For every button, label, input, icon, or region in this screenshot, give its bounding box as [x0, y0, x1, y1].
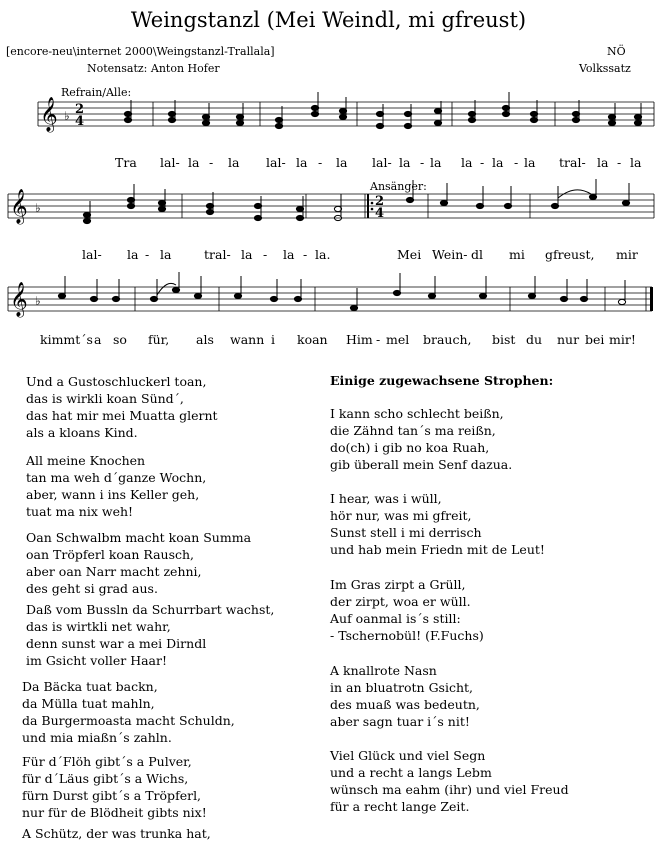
treble-clef-icon: 𝄞: [10, 189, 28, 224]
stanza-left-1: Und a Gustoschluckerl toan, das is wirkli koan Sünd´, das hat mir mei Muatta glernt als a kloans Kind.: [26, 374, 218, 440]
time-sig-bottom: 4: [75, 114, 85, 129]
stanza-right-3: Im Gras zirpt a Grüll, der zirpt, woa er wüll. Auf oanmal is´s still: - Tschernobül! (F.Fuchs): [330, 577, 484, 643]
repeat-dot-icon: [371, 208, 374, 211]
stanza-left-2: All meine Knochen tan ma weh d´ganze Wochn, aber, wann i ins Keller geh, tuat ma nix weh!: [26, 453, 207, 519]
file-path: [encore-neu\internet 2000\Weingstanzl-Trallala]: [6, 45, 275, 58]
refrain-label: Refrain/Alle:: [61, 86, 132, 99]
stanza-left-4: Daß vom Bussln da Schurrbart wachst, das is wirtkli net wahr, denn sunst war a mei Dirndl im Gsicht voller Haar!: [26, 602, 275, 668]
stanza-right-4: A knallrote Nasn in an bluatrotn Gsicht, des muaß was bedeutn, aber sagn tuar i´s nit!: [330, 663, 480, 729]
treble-clef-icon: 𝄞: [10, 282, 28, 317]
stanza-right-2: I hear, was i wüll, hör nur, was mi gfreit, Sunst stell i mi derrisch und hab mein Friedn mit de Leut!: [330, 491, 545, 557]
stanza-left-7: A Schütz, der was trunka hat,: [22, 826, 211, 841]
stanza-right-1: I kann scho schlecht beißn, die Zähnd tan´s ma reißn, do(ch) i gib no koa Ruah, gib überall mein Senf dazua.: [330, 406, 513, 472]
stanza-left-3: Oan Schwalbm macht koan Summa oan Tröpferl koan Rausch, aber oan Narr macht zehni, des geht si grad aus.: [26, 530, 252, 596]
song-title: Weingstanzl (Mei Weindl, mi gfreust): [130, 8, 527, 32]
time-sig-top: 2: [75, 102, 85, 117]
stanza-right-5: Viel Glück und viel Segn und a recht a langs Lebm wünsch ma eahm (ihr) und viel Freud für a recht lange Zeit.: [330, 748, 569, 814]
time-sig-top: 2: [375, 194, 385, 209]
treble-clef-icon: 𝄞: [40, 97, 58, 132]
region-label: NÖ: [607, 45, 626, 58]
flat-key-icon: ♭: [35, 201, 41, 215]
repeat-dot-icon: [371, 202, 374, 205]
final-barline-icon: [650, 287, 653, 311]
notes-system-1: [124, 92, 641, 129]
flat-key-icon: ♭: [35, 294, 41, 308]
time-sig-bottom: 4: [375, 206, 385, 221]
flat-key-icon: ♭: [64, 109, 70, 123]
notes-system-2: [83, 179, 629, 224]
right-heading: Einige zugewachsene Strophen:: [330, 373, 554, 388]
notensatz-credit: Notensatz: Anton Hofer: [87, 62, 220, 75]
stanza-left-6: Für d´Flöh gibt´s a Pulver, für d´Läus gibt´s a Wichs, fürn Durst gibt´s a Tröpferl, nur für de Blödheit gibts nix!: [22, 754, 207, 820]
stanza-left-5: Da Bäcka tuat backn, da Mülla tuat mahln, da Burgermoasta macht Schuldn, und mia miaßn´s zahln.: [22, 679, 235, 745]
ansaenger-label: Ansänger:: [370, 180, 427, 193]
source-label: Volkssatz: [579, 62, 631, 75]
